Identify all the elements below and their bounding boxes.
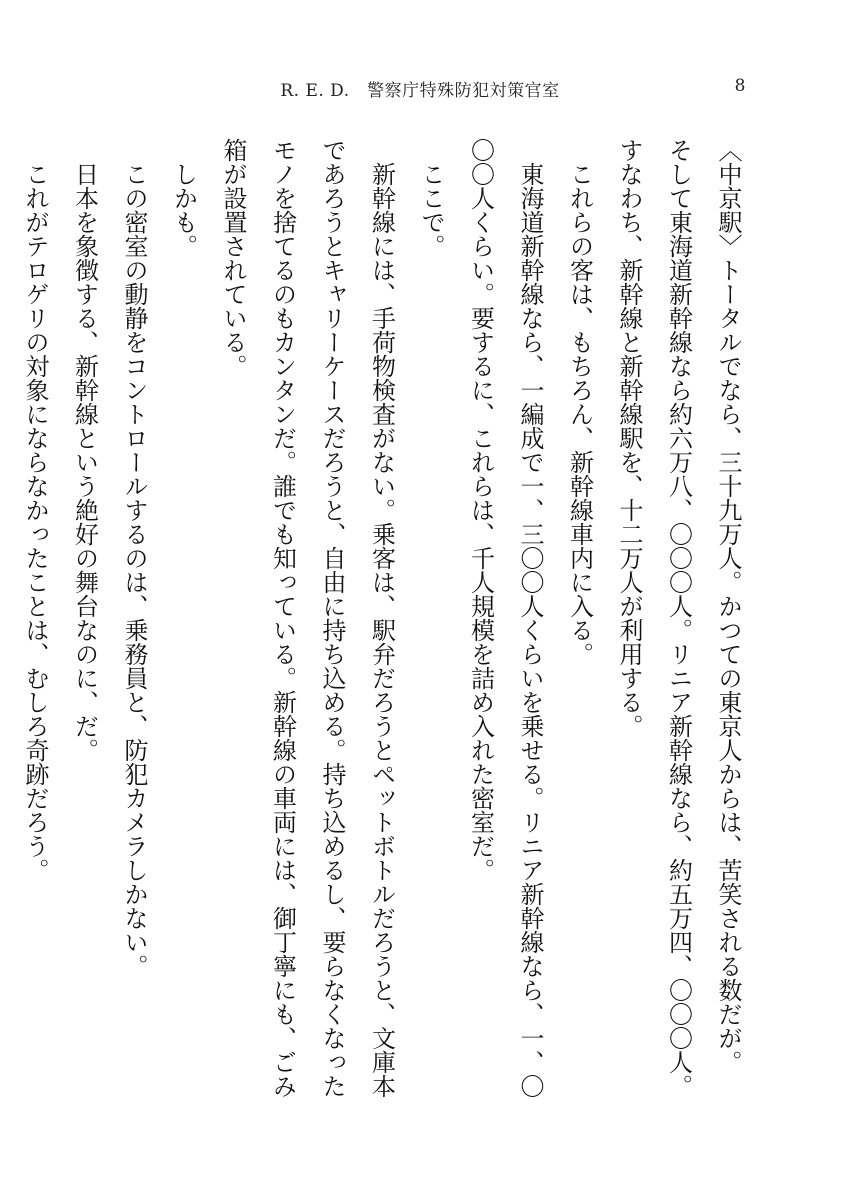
text-line: 〈中京駅〉トータルでなら、三十九万人。かつての東京人からは、苦笑される数だが。 [714,138,742,1074]
text-line: しかも。 [169,162,198,258]
text-line [0,138,10,1138]
running-header-title: R. E. D. 警察庁特殊防犯対策官室 [280,81,560,101]
text-line: この密室の動静をコントロールするのは、乗務員と、防犯カメラしかない。 [120,162,148,978]
vertical-body-text [21,138,752,1138]
text-line: すなわち、新幹線と新幹線駅を、十二万人が利用する。 [615,138,643,738]
text-line: モノを捨てるのもカンタンだ。誰でも知っている。新幹線の車両には、御丁寧にも、ごみ [268,138,297,1098]
text-line: これがテロゲリの対象にならなかったことは、むしろ奇跡だろう。 [21,162,49,882]
text-line: ここで。 [417,162,445,258]
text-line: そして東海道新幹線なら約六万八、〇〇〇人。リニア新幹線なら、約五万四、〇〇〇人。 [664,138,693,1098]
text-line: これらの客は、もちろん、新幹線車内に入る。 [565,162,594,666]
text-line: 箱が設置されている。 [219,138,247,378]
text-line: 日本を象徴する、新幹線という絶好の舞台なのに、だ。 [70,162,99,762]
text-line: 新幹線には、手荷物検査がない。乗客は、駅弁だろうとペットボトルだろうと、文庫本 [367,162,396,1098]
page-number: 8 [734,76,746,96]
text-line: 東海道新幹線なら、一編成で一、三〇〇人くらいを乗せる。リニア新幹線なら、一、〇 [516,162,544,1098]
text-line: であろうとキャリーケースだろうと、自由に持ち込める。持ち込めるし、要らなくなった [318,138,346,1098]
text-line: 〇〇人くらい。要するに、これらは、千人規模を詰め入れた密室だ。 [466,138,495,882]
